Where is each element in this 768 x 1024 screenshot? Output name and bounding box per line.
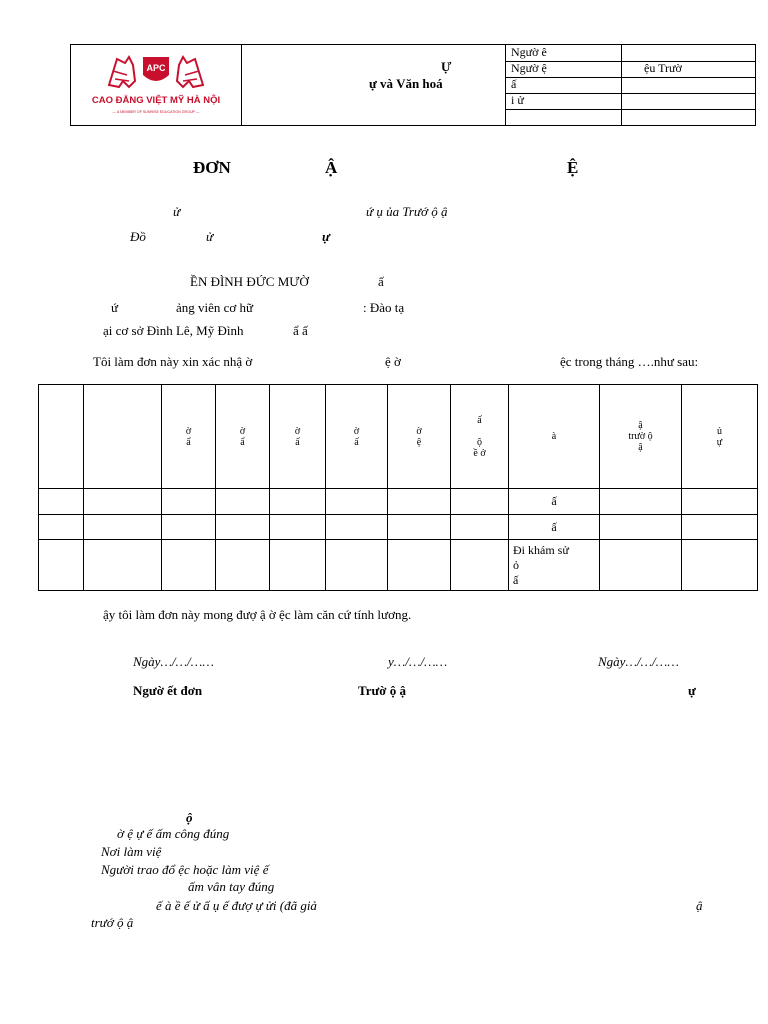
notes-heading: ộ	[186, 810, 193, 825]
note-2: Nơi làm việ	[101, 844, 162, 859]
meta-key: i ử	[511, 93, 524, 107]
closing-text: ậy tôi làm đơn này mong đượ ậ ờ ệc làm căn cứ tính lương.	[103, 607, 412, 622]
position-c: : Đào tạ	[363, 300, 405, 315]
name-line-a: ỀN ĐÌNH ĐỨC MƯỜ	[190, 274, 309, 289]
header-cell-text: ờ ẩ	[239, 425, 246, 448]
meta-key: Ngườ ệ	[511, 61, 547, 75]
signer-head: Trườ ộ ậ	[358, 683, 406, 698]
header-cell-text: ờ ẩ	[185, 425, 192, 448]
college-logo	[89, 51, 223, 117]
date-2: y…/…/……	[388, 654, 448, 669]
intro-b: ệ ờ	[385, 354, 401, 369]
date-3: Ngày…/…/……	[598, 654, 679, 669]
header-cell-text: ậ trườ ộ ậ	[628, 420, 653, 453]
table-cell: ấ	[509, 515, 600, 540]
recipient-line1a: ử	[173, 204, 181, 219]
table-row	[39, 540, 758, 591]
name-line-b: ấ	[378, 274, 384, 289]
note-3: Người trao đổ ệc hoặc làm việ ế	[101, 862, 269, 877]
meta-row	[505, 109, 755, 125]
table-header-row	[39, 385, 758, 489]
header-cell	[451, 385, 509, 489]
recipient-line2c: ự	[322, 229, 330, 244]
recipient-line1b: ứ ụ ủa Trướ ộ ậ	[366, 204, 448, 219]
dept-line2: ự và Văn hoá	[369, 76, 443, 91]
header-cell	[84, 385, 162, 489]
title-part1: ĐƠN	[193, 158, 231, 177]
meta-cell	[505, 45, 755, 125]
intro-a: Tôi làm đơn này xin xác nhậ ờ	[93, 354, 253, 369]
header-cell	[326, 385, 388, 489]
header-cell	[216, 385, 270, 489]
header-cell-text: ờ ấ	[353, 425, 360, 448]
signer-hr: ự	[688, 683, 696, 698]
note-4: ấm vân tay đúng	[188, 879, 275, 894]
logo-name-text: CAO ĐẲNG VIỆT MỸ HÀ NỘI	[91, 95, 221, 106]
header-cell-text: ủ ự	[716, 425, 723, 448]
table-row	[39, 515, 758, 540]
logo-tagline-text: — A MEMBER OF SUNRISE EDUCATION GROUP —	[112, 110, 200, 114]
intro-c: ệc trong tháng ….như sau:	[560, 354, 699, 369]
note-5b: ậ	[696, 898, 703, 913]
table-row	[39, 489, 758, 515]
header-cell-text: ờ ệ	[416, 425, 422, 448]
location-a: ại cơ sở Đình Lê, Mỹ Đình	[103, 323, 244, 338]
meta-row	[505, 93, 755, 110]
header-cell	[39, 385, 84, 489]
header-cell-text: à	[551, 431, 557, 442]
department-cell	[241, 45, 506, 125]
title-part2: Ậ	[325, 158, 338, 177]
header-cell	[682, 385, 758, 489]
meta-key: ấ	[511, 77, 517, 91]
date-1: Ngày…/…/……	[133, 654, 214, 669]
recipient-line2b: ử	[206, 229, 214, 244]
meta-row	[505, 45, 755, 62]
header-cell	[600, 385, 682, 489]
header-table	[70, 44, 756, 126]
dept-line1: Ự	[441, 59, 452, 74]
header-cell-text: ấ ộ ề ở	[473, 414, 486, 459]
table-cell: ấ	[509, 489, 600, 515]
title-part3: Ệ	[567, 158, 579, 177]
note-1: ờ ệ ự ế ấm công đúng	[117, 826, 230, 841]
logo-cell	[71, 45, 242, 125]
meta-key: Ngườ ê	[511, 45, 547, 59]
header-cell-text: ờ ấ	[294, 425, 301, 448]
recipient-line2a: Đồ	[130, 229, 146, 244]
position-a: ứ	[111, 300, 119, 315]
meta-row	[505, 61, 755, 78]
header-cell	[162, 385, 216, 489]
note-6: trướ ộ ậ	[91, 915, 134, 930]
meta-value: ệu Trườ	[644, 61, 682, 75]
meta-row	[505, 77, 755, 94]
note-5: ế à ề ế ử ấ ụ ế đượ ự ửi (đã giả	[156, 898, 317, 913]
position-b: ảng viên cơ hữ	[176, 300, 254, 315]
logo-badge-text: APC	[146, 63, 166, 73]
signer-applicant: Ngườ ết đơn	[133, 683, 203, 698]
table-cell: Đi khám sử ỏ ấ	[509, 540, 600, 591]
header-cell	[509, 385, 600, 489]
location-b: ẩ ấ	[293, 323, 308, 338]
attendance-table	[38, 384, 758, 591]
header-cell	[388, 385, 451, 489]
header-cell	[270, 385, 326, 489]
